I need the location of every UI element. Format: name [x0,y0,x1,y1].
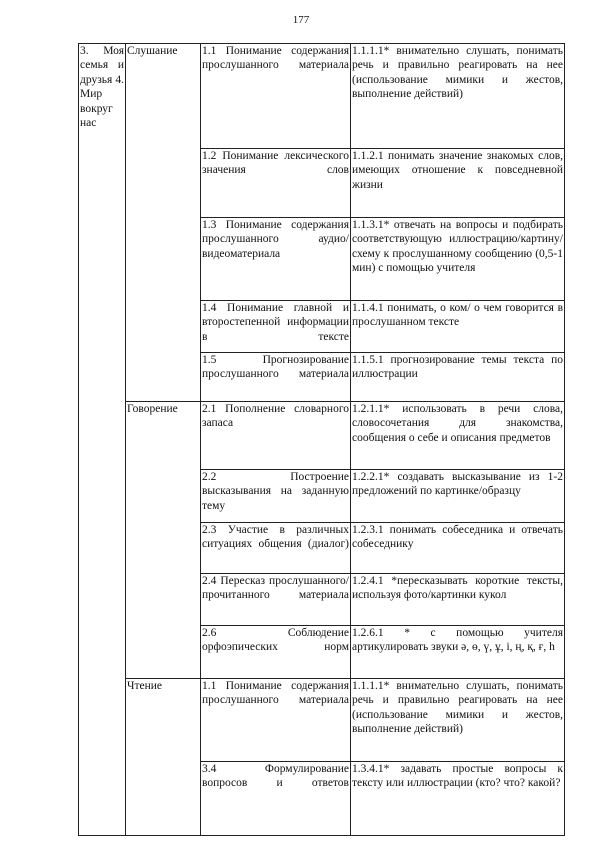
subskill-cell [201,149,351,218]
page-number: 177 [292,14,310,26]
objective-cell [351,353,565,402]
subskill-text: 1.5 Прогнозирование прослушанного материала [202,354,349,381]
objective-text: 1.2.4.1 *пересказывать короткие тексты, используя фото/картинки кукол [352,575,563,602]
subskill-text: 1.2 Понимание лексического значения слов [202,150,349,177]
objective-cell [351,44,565,149]
subskill-cell [201,218,351,301]
curriculum-table [78,43,565,836]
objective-text: 1.2.2.1* создавать высказывание из 1-2 предложений по картинке/образцу [352,471,563,498]
objective-text: 1.1.4.1 понимать, о ком/ о чем говорится в прослушанном тексте [352,302,563,329]
subskill-cell [201,353,351,402]
subskill-cell [201,402,351,470]
objective-cell [351,762,565,836]
objective-cell [351,218,565,301]
skill-title: Чтение [127,680,163,692]
subskill-text: 1.1 Понимание содержания прослушанного материала [202,680,349,707]
skill-title: Слушание [127,45,178,57]
subskill-text: 1.4 Понимание главной и второстепенной информации в тексте [202,302,349,343]
subskill-cell [201,626,351,679]
subskill-text: 2.1 Пополнение словарного запаса [202,403,349,430]
subskill-text: 1.3 Понимание содержания прослушанного аудио/видеоматериала [202,219,349,260]
objective-text: 1.1.1.1* внимательно слушать, понимать речь и правильно реагировать на нее (использование мимики и жестов, выполнение действий) [352,45,563,101]
objective-text: 1.1.5.1 прогнозирование темы текста по иллюстрации [352,354,563,381]
objective-text: 1.1.1.1* внимательно слушать, понимать речь и правильно реагировать на нее (использование мимики и жестов, выполнение действий) [352,680,563,736]
objective-cell [351,301,565,353]
section-title: 3. Моя семья и друзья 4. Мир вокруг нас [80,45,124,130]
subskill-text: 2.2 Построение высказывания на заданную тему [202,471,349,512]
objective-cell [351,626,565,679]
objective-text: 1.2.6.1 * с помощью учителя артикулировать звуки ә, ө, ү, ұ, і, ң, қ, ғ, һ [352,627,563,654]
objective-text: 1.2.1.1* использовать в речи слова, словосочетания для знакомства, сообщения о себе и описания предметов [352,403,563,444]
objective-text: 1.3.4.1* задавать простые вопросы к тексту или иллюстрации (кто? что? какой? [352,763,563,790]
objective-text: 1.2.3.1 понимать собеседника и отвечать собеседнику [352,524,563,551]
subskill-cell [201,679,351,762]
skill-cell [126,402,201,679]
objective-cell [351,470,565,523]
subskill-cell [201,762,351,836]
subskill-cell [201,574,351,626]
objective-text: 1.1.2.1 понимать значение знакомых слов, имеющих отношение к повседневной жизни [352,150,563,191]
subskill-cell [201,301,351,353]
subskill-text: 2.4 Пересказ прослушанного/ прочитанного материала [202,575,349,602]
subskill-text: 2.3 Участие в различных ситуациях общения (диалог) [202,524,349,551]
table-row [79,679,565,762]
skill-title: Говорение [127,403,178,415]
objective-cell [351,679,565,762]
subskill-cell [201,523,351,574]
skill-cell [126,44,201,402]
objective-text: 1.1.3.1* отвечать на вопросы и подбирать соответствующую иллюстрацию/картину/ схему к прослушанному сообщению (0,5-1 мин) с помощью учителя [352,219,563,275]
table-row [79,402,565,470]
skill-cell [126,679,201,836]
table-row [79,44,565,149]
objective-cell [351,574,565,626]
subskill-cell [201,44,351,149]
objective-cell [351,149,565,218]
objective-cell [351,402,565,470]
objective-cell [351,523,565,574]
subskill-text: 3.4 Формулирование вопросов и ответов [202,763,349,790]
subskill-cell [201,470,351,523]
subskill-text: 2.6 Соблюдение орфоэпических норм [202,627,349,654]
section-cell [79,44,126,836]
subskill-text: 1.1 Понимание содержания прослушанного материала [202,45,349,72]
